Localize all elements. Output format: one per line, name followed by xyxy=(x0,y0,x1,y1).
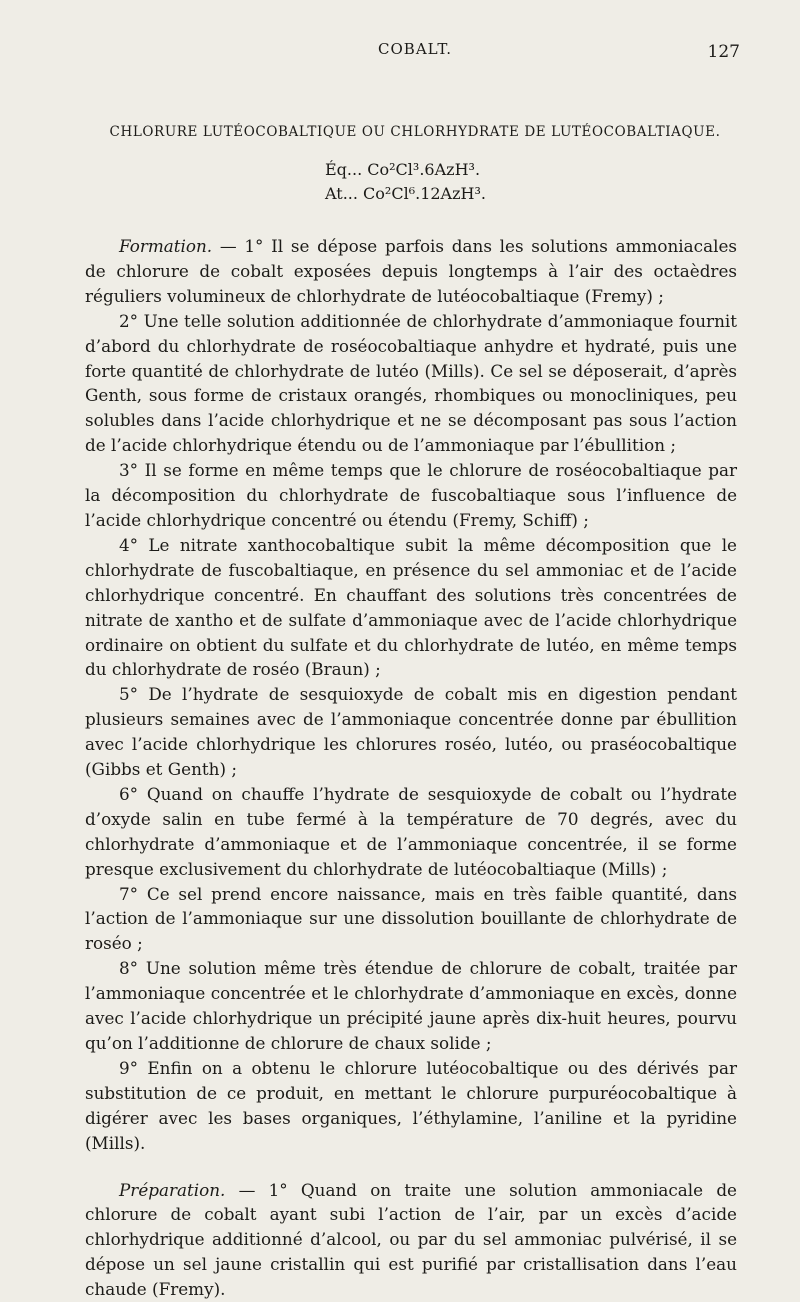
paragraph-text: 7° Ce sel prend encore naissance, mais en très faible quantité, dans l’action de l’ammoniaque sur une dissolution bouillante de chlorhydrate de roséo ; xyxy=(85,883,737,954)
paragraph xyxy=(85,533,737,682)
paragraph-text: — 1° Quand on traite une solution ammoniacale de chlorure de cobalt ayant subi l’action de l’air, par un excès d’acide chlorhydrique additionné d’alcool, ou par du sel ammoniac pulvérisé, il se dépose un sel jaune cristallin qui est purifié par cristallisation dans l’eau chaude (Fremy). xyxy=(85,1179,737,1300)
paragraph xyxy=(85,782,737,882)
page-number: 127 xyxy=(707,42,740,62)
paragraph-text: 4° Le nitrate xanthocobaltique subit la même décomposition que le chlorhydrate de fuscobaltiaque, en présence du sel ammoniac et de l’acide chlorhydrique concentré. En chauffant des solutions très concentrées de nitrate de xantho et de sulfate d’ammoniaque avec de l’acide chlorhydrique ordinaire on obtient du sulfate et du chlorhydrate de lutéo, en même temps du chlorhydrate de roséo (Braun) ; xyxy=(85,534,737,680)
paragraph xyxy=(85,1178,737,1302)
paragraph xyxy=(85,234,737,309)
paragraph-text: 3° Il se forme en même temps que le chlorure de roséocobaltiaque par la décomposition du chlorhydrate de fuscobaltiaque sous l’influence de l’acide chlorhydrique concentré ou étendu (Fremy, Schiff) ; xyxy=(85,460,737,530)
paragraph-text: 2° Une telle solution additionnée de chlorhydrate d’ammoniaque fournit d’abord du chlorhydrate de roséocobaltiaque anhydre et hydraté, puis une forte quantité de chlorhydrate de lutéo (Mills). Ce sel se déposerait, d’après Genth, sous forme de cristaux orangés, rhombiques ou monocliniques, peu solubles dans l’acide chlorhydrique et ne se décomposant pas sous l’action de l’acide chlorhydrique étendu ou de l’ammoniaque par l’ébullition ; xyxy=(85,310,737,456)
paragraph xyxy=(85,882,737,957)
paragraph-lead: Préparation. xyxy=(119,1179,226,1200)
paragraph-lead: Formation. xyxy=(119,236,213,256)
paragraph-text: — 1° Il se dépose parfois dans les solutions ammoniacales de chlorure de cobalt exposées depuis longtemps à l’air des octaèdres réguliers volumineux de chlorhydrate de lutéocobaltiaque (Fremy) ; xyxy=(85,236,737,306)
paragraph-text: 9° Enfin on a obtenu le chlorure lutéocobaltique ou des dérivés par substitution de ce produit, en mettant le chlorure purpuréocobaltique à digérer avec les bases organiques, l’éthylamine, l’aniline et la pyridine (Mills). xyxy=(85,1057,737,1153)
paragraph xyxy=(85,1056,737,1156)
section-title: CHLORURE LUTÉOCOBALTIQUE OU CHLORHYDRATE DE LUTÉOCOBALTIAQUE. xyxy=(109,124,721,140)
running-head xyxy=(90,40,740,64)
paragraph xyxy=(85,682,737,782)
paragraph xyxy=(85,956,737,1056)
body-text xyxy=(85,234,737,1302)
paragraph-text: 5° De l’hydrate de sesquioxyde de cobalt mis en digestion pendant plusieurs semaines avec de l’ammoniaque concentrée donne par ébullition avec l’acide chlorhydrique les chlorures roséo, lutéo, ou praséocobaltique (Gibbs et Genth) ; xyxy=(85,684,737,780)
paragraph xyxy=(85,458,737,533)
formula-atomic: At... Co²Cl⁶.12AzH³. xyxy=(325,184,486,203)
paragraph-text: 8° Une solution même très étendue de chlorure de cobalt, traitée par l’ammoniaque concentrée et le chlorhydrate d’ammoniaque en excès, donne avec l’acide chlorhydrique un précipité jaune après dix-huit heures, pourvu qu’on l’additionne de chlorure de chaux solide ; xyxy=(85,958,737,1053)
running-head-title: COBALT. xyxy=(378,40,452,58)
formula-equivalent: Éq... Co²Cl³.6AzH³. xyxy=(325,160,481,179)
paragraph xyxy=(85,309,737,458)
paragraph-text: 6° Quand on chauffe l’hydrate de sesquioxyde de cobalt ou l’hydrate d’oxyde salin en tube fermé à la température de 70 degrés, avec du chlorhydrate d’ammoniaque et de l’ammoniaque concentrée, il se forme presque exclusivement du chlorhydrate de lutéocobaltiaque (Mills) ; xyxy=(85,783,737,879)
